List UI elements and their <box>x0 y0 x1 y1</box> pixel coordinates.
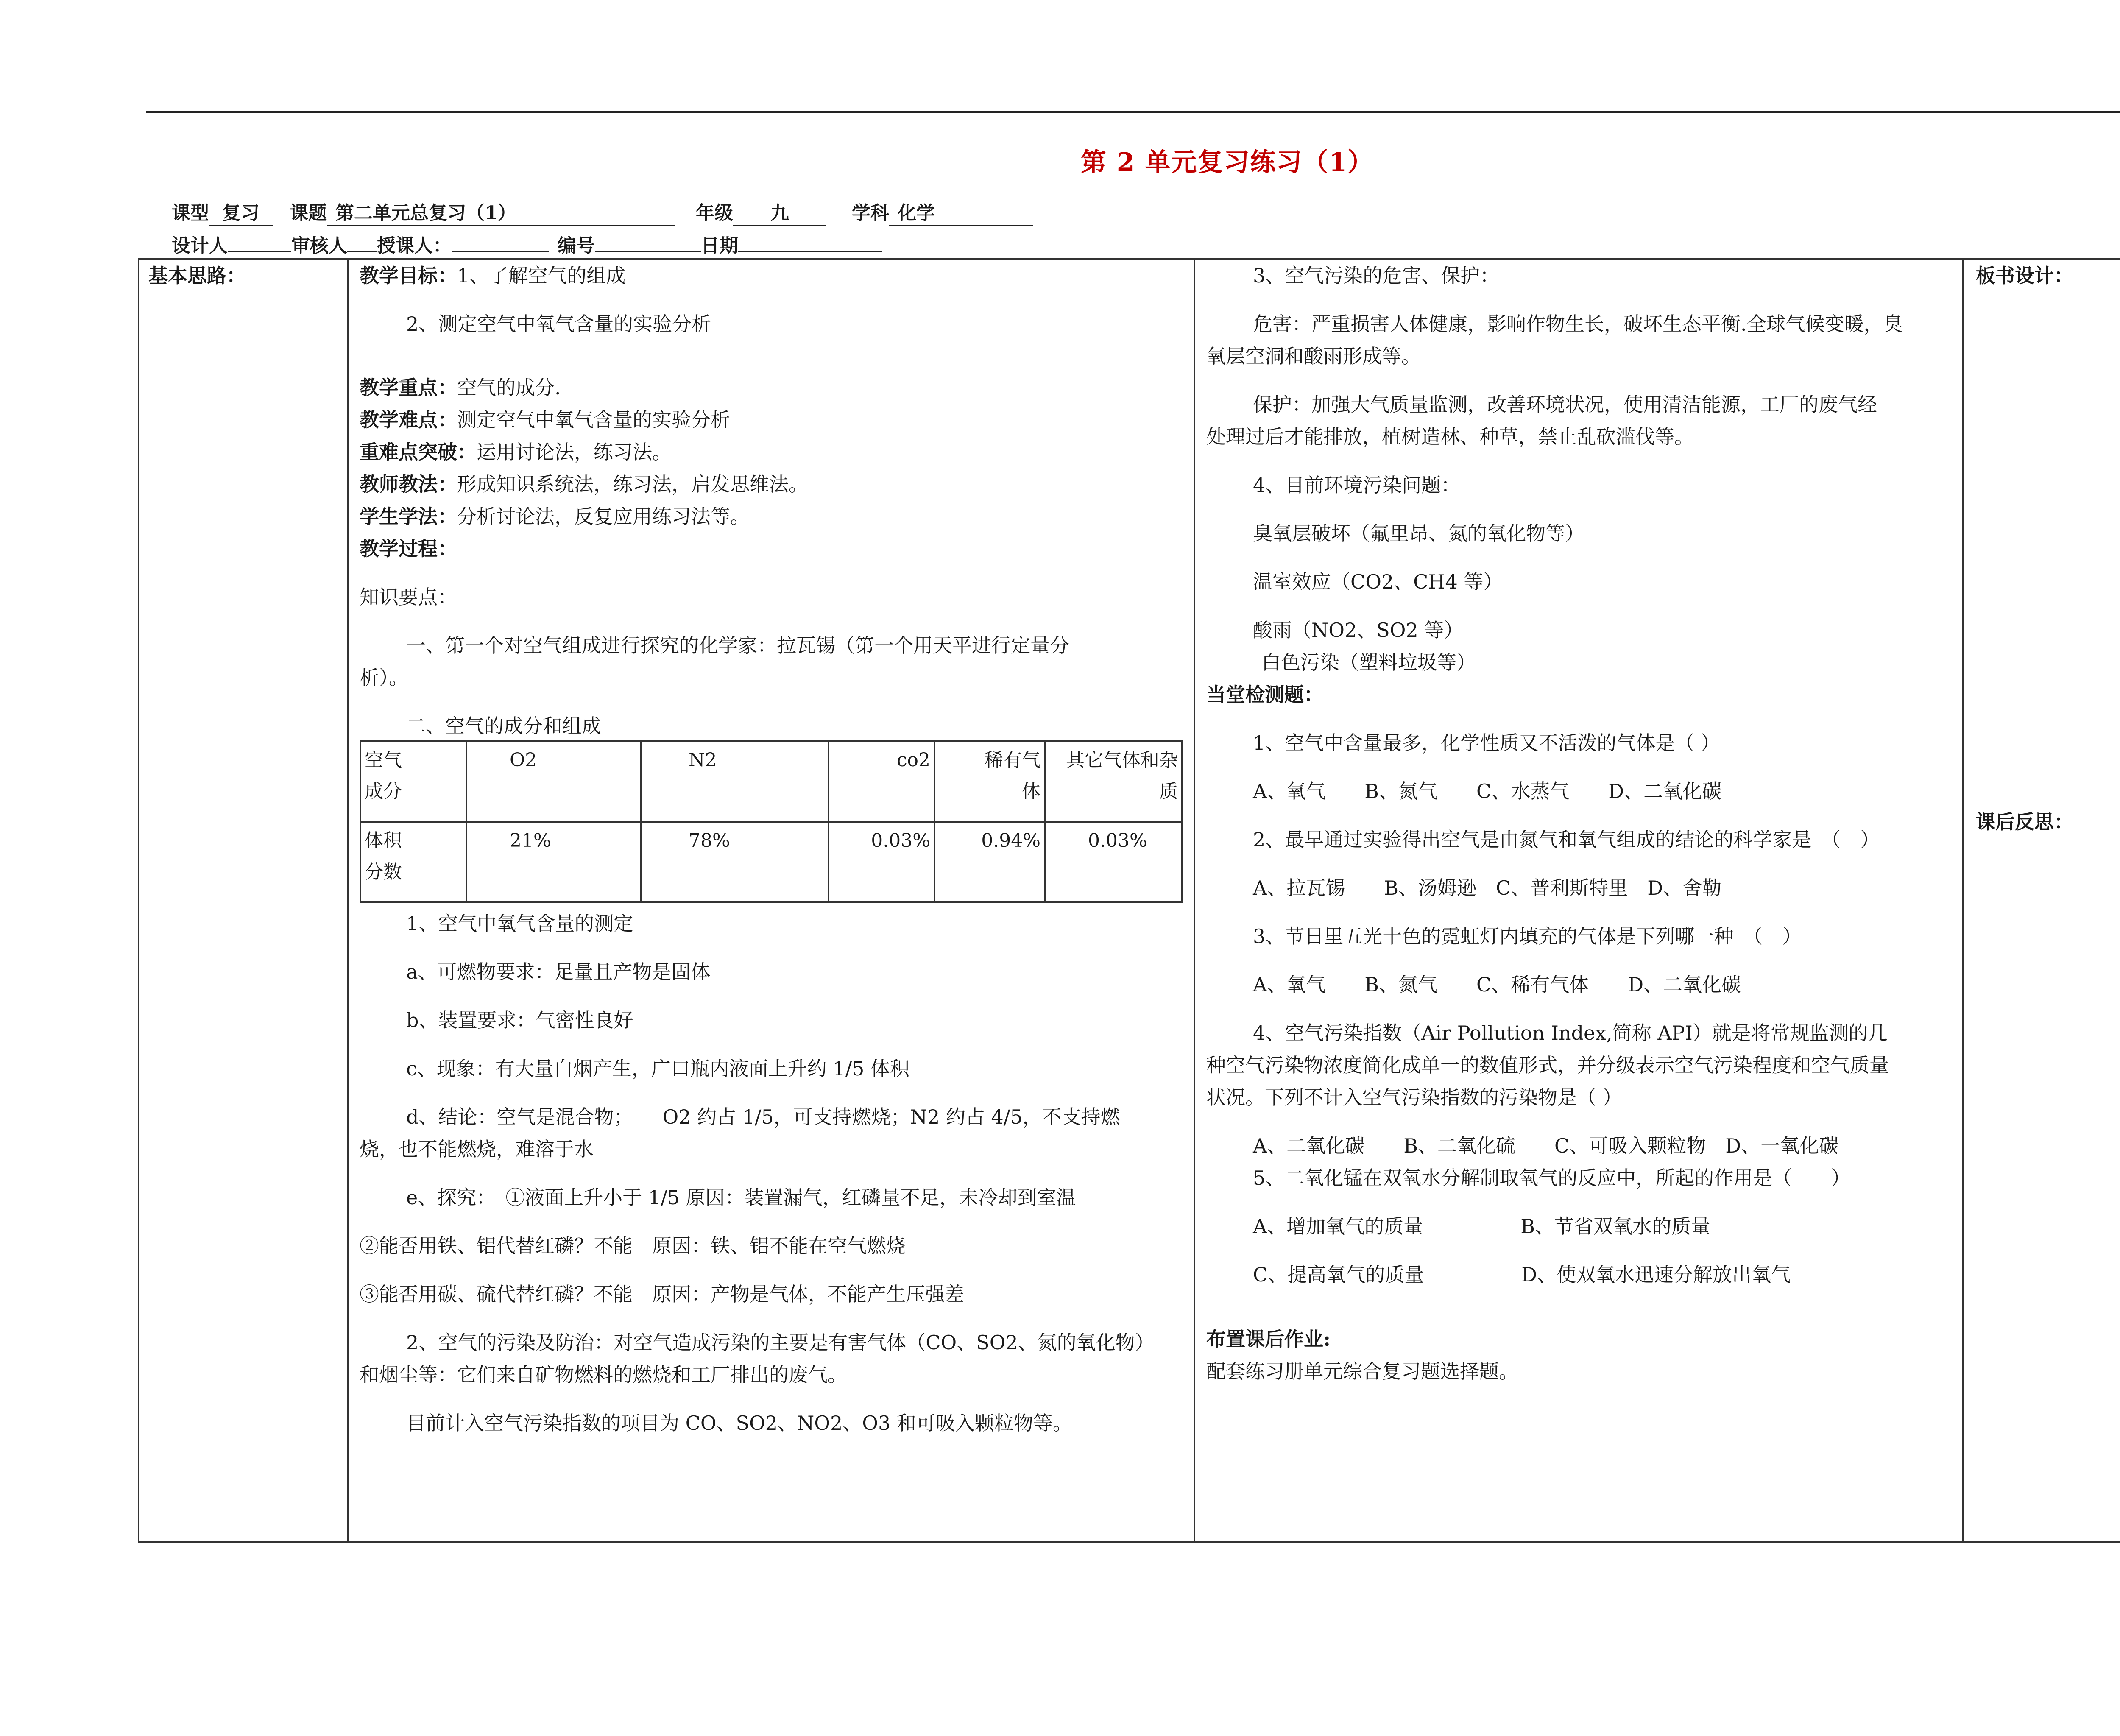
table-row <box>360 741 1182 822</box>
teaching-goal: 教学目标：1、了解空气的组成 <box>360 264 626 287</box>
subject-value: 化学 <box>889 198 1033 226</box>
table-cell: O2 <box>466 741 641 822</box>
topic-label: 课题 <box>290 202 327 224</box>
question-2-options: A、拉瓦锡 B、汤姆逊 C、普利斯特里 D、舍勒 <box>1253 876 1722 899</box>
env-item-3: 酸雨（NO2、SO2 等） <box>1253 619 1464 642</box>
table-cell: 其它气体和杂质 <box>1045 741 1182 822</box>
section-e: e、探究： ①液面上升小于 1/5 原因：装置漏气，红磷量不足，未冷却到室温 <box>406 1186 1076 1209</box>
pollution-index: 目前计入空气污染指数的项目为 CO、SO2、NO2、O3 和可吸入颗粒物等。 <box>406 1412 1072 1435</box>
section-1: 1、空气中氧气含量的测定 <box>406 912 633 935</box>
env-item-4: 白色污染（塑料垃圾等） <box>1261 651 1476 674</box>
column-divider-2 <box>1194 258 1195 1543</box>
teaching-difficulty: 教学难点：测定空气中氧气含量的实验分析 <box>360 408 730 431</box>
teacher-label: 授课人： <box>377 235 452 257</box>
designer-label: 设计人 <box>172 235 228 257</box>
type-value: 复习 <box>209 198 273 226</box>
question-5: 5、二氧化锰在双氧水分解制取氧气的反应中，所起的作用是（ ） <box>1253 1167 1851 1189</box>
section-d-1: d、结论：空气是混合物； O2 约占 1/5，可支持燃烧；N2 约占 4/5，不支持燃 <box>406 1105 1120 1128</box>
test-heading: 当堂检测题： <box>1206 683 1323 706</box>
table-cell: 体积 分数 <box>360 822 466 902</box>
number-label: 编号 <box>558 235 595 257</box>
air-composition-table <box>360 740 1183 903</box>
subject-label: 学科 <box>852 202 889 224</box>
basic-approach-heading: 基本思路： <box>148 264 246 287</box>
table-cell: 0.03% <box>1045 822 1182 902</box>
process-label: 教学过程： <box>360 537 457 560</box>
teaching-key: 教学重点：空气的成分. <box>360 376 561 399</box>
question-4-options: A、二氧化碳 B、二氧化硫 C、可吸入颗粒物 D、一氧化碳 <box>1253 1134 1839 1157</box>
env-heading: 4、目前环境污染问题： <box>1253 474 1461 497</box>
header-line-2 <box>172 230 882 257</box>
question-4b: 种空气污染物浓度简化成单一的数值形式，并分级表示空气污染程度和空气质量 <box>1206 1054 1889 1077</box>
question-2: 2、最早通过实验得出空气是由氮气和氧气组成的结论的科学家是 （ ） <box>1253 828 1880 851</box>
table-cell: 21% <box>466 822 641 902</box>
grade-value: 九 <box>733 198 826 226</box>
point-1b: 析）。 <box>360 666 408 689</box>
table-cell: 空气 成分 <box>360 741 466 822</box>
date-label: 日期 <box>701 235 738 257</box>
section-e-2: ②能否用铁、铝代替红磷？不能 原因：铁、铝不能在空气燃烧 <box>360 1234 906 1257</box>
section-c: c、现象：有大量白烟产生，广口瓶内液面上升约 1/5 体积 <box>406 1057 910 1080</box>
question-5-options-2: C、提高氧气的质量 D、使双氧水迅速分解放出氧气 <box>1253 1263 1791 1286</box>
teaching-goal-2: 2、测定空气中氧气含量的实验分析 <box>406 313 711 335</box>
table-cell: 稀有气 体 <box>934 741 1045 822</box>
student-method: 学生学法：分析讨论法，反复应用练习法等。 <box>360 505 750 528</box>
top-rule <box>146 111 2120 113</box>
homework-heading: 布置课后作业: <box>1206 1328 1331 1351</box>
breakthrough: 重难点突破：运用讨论法，练习法。 <box>360 441 672 463</box>
env-item-1: 臭氧层破坏（氟里昂、氮的氧化物等） <box>1253 522 1584 545</box>
question-1-options: A、氧气 B、氮气 C、水蒸气 D、二氧化碳 <box>1253 780 1722 803</box>
question-5-options-1: A、增加氧气的质量 B、节省双氧水的质量 <box>1253 1215 1711 1238</box>
question-4a: 4、空气污染指数（Air Pollution Index,简称 API）就是将常规监测的几 <box>1253 1022 1888 1044</box>
point-1a: 一、第一个对空气组成进行探究的化学家：拉瓦锡（第一个用天平进行定量分 <box>406 634 1069 657</box>
section-b: b、装置要求：气密性良好 <box>406 1009 633 1032</box>
harm-heading: 3、空气污染的危害、保护： <box>1253 264 1500 287</box>
topic-value: 第二单元总复习（1） <box>327 198 675 226</box>
table-cell: 0.03% <box>828 822 934 902</box>
reflection-heading: 课后反思： <box>1976 810 2073 833</box>
board-design-heading: 板书设计： <box>1976 264 2073 287</box>
homework-text: 配套练习册单元综合复习题选择题。 <box>1206 1360 1518 1383</box>
column-divider-1 <box>347 258 349 1543</box>
question-3: 3、节日里五光十色的霓虹灯内填充的气体是下列哪一种 （ ） <box>1253 925 1802 948</box>
harm-text-1: 危害：严重损害人体健康，影响作物生长，破坏生态平衡.全球气候变暖，臭 <box>1253 313 1903 335</box>
header-line-1 <box>172 198 1033 226</box>
question-4c: 状况。下列不计入空气污染指数的污染物是（ ） <box>1206 1086 1622 1109</box>
table-cell: 0.94% <box>934 822 1045 902</box>
table-cell: co2 <box>828 741 934 822</box>
pollution-2: 和烟尘等：它们来自矿物燃料的燃烧和工厂排出的废气。 <box>360 1363 847 1386</box>
knowledge-points: 知识要点： <box>360 586 457 608</box>
env-item-2: 温室效应（CO2、CH4 等） <box>1253 570 1503 593</box>
question-1: 1、空气中含量最多，化学性质又不活泼的气体是（ ） <box>1253 731 1720 754</box>
section-e-3: ③能否用碳、硫代替红磷？不能 原因：产物是气体，不能产生压强差 <box>360 1283 964 1306</box>
type-label: 课型 <box>172 202 209 224</box>
table-row <box>360 822 1182 902</box>
table-cell: 78% <box>641 822 828 902</box>
section-d-2: 烧，也不能燃烧，难溶于水 <box>360 1138 594 1161</box>
pollution-1: 2、空气的污染及防治：对空气造成污染的主要是有害气体（CO、SO2、氮的氧化物） <box>406 1331 1155 1354</box>
protection-text-1: 保护：加强大气质量监测，改善环境状况，使用清洁能源，工厂的废气经 <box>1253 393 1877 416</box>
teacher-method: 教师教法：形成知识系统法，练习法，启发思维法。 <box>360 473 808 496</box>
reviewer-label: 审核人 <box>291 235 347 257</box>
question-3-options: A、氧气 B、氮气 C、稀有气体 D、二氧化碳 <box>1253 973 1741 996</box>
page-title: 第 2 单元复习练习（1） <box>1080 148 1374 177</box>
table-cell: N2 <box>641 741 828 822</box>
harm-text-2: 氧层空洞和酸雨形成等。 <box>1206 345 1421 368</box>
column-divider-3 <box>1962 258 1964 1543</box>
point-2: 二、空气的成分和组成 <box>406 714 601 737</box>
section-a: a、可燃物要求：足量且产物是固体 <box>406 960 711 983</box>
protection-text-2: 处理过后才能排放，植树造林、种草，禁止乱砍滥伐等。 <box>1206 425 1694 448</box>
grade-label: 年级 <box>696 202 733 224</box>
